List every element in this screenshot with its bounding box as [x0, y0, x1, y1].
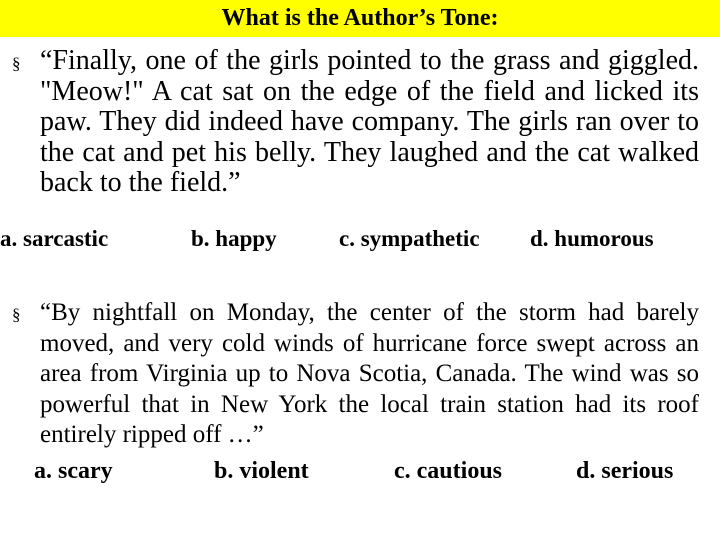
option-1c[interactable]: c. sympathetic — [339, 226, 480, 251]
option-1b[interactable]: b. happy — [191, 226, 277, 251]
option-1d[interactable]: d. humorous — [530, 226, 654, 251]
passage-2: “By nightfall on Monday, the center of the storm had barely moved, and very cold winds of hurricane force swept across an area from Virginia up to Nova Scotia, Canada. The wind was so powerful that in New York the local train station had its roof entirely ripped off …” — [40, 299, 699, 448]
passage-1: “Finally, one of the girls pointed to the grass and giggled. "Meow!" A cat sat on the edge of the field and licked its paw. They did indeed have company. The girls ran over to the cat and pet his belly. They laughed and the cat walked back to the field.” — [40, 45, 699, 198]
bullet-icon: § — [12, 305, 21, 324]
bullet-icon: § — [12, 54, 21, 73]
option-2d[interactable]: d. serious — [576, 458, 674, 484]
option-2c[interactable]: c. cautious — [394, 458, 502, 484]
page-title: What is the Author’s Tone: — [221, 5, 499, 31]
option-2b[interactable]: b. violent — [214, 458, 309, 484]
option-2a[interactable]: a. scary — [34, 458, 113, 484]
title-banner — [0, 0, 720, 37]
option-1a[interactable]: a. sarcastic — [0, 226, 109, 251]
